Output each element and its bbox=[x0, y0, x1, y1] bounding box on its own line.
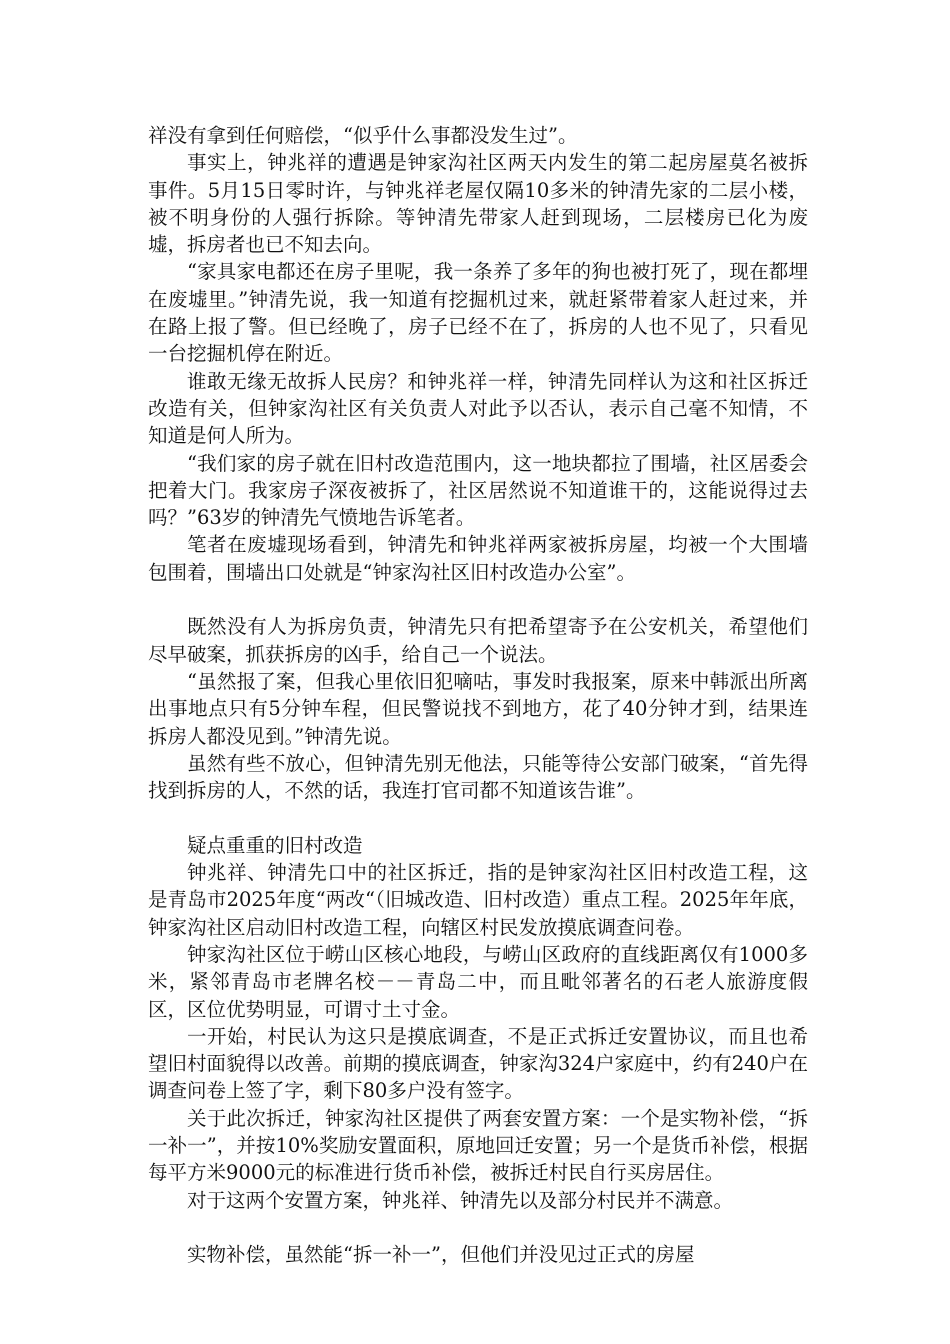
paragraph: 既然没有人为拆房负责，钟清先只有把希望寄予在公安机关，希望他们尽早破案，抓获拆房的凶手，给自己一个说法。 bbox=[148, 615, 808, 666]
document-body bbox=[148, 122, 808, 1268]
paragraph: 祥没有拿到任何赔偿，“似乎什么事都没发生过”。 bbox=[148, 124, 578, 147]
paragraph: 笔者在废墟现场看到，钟清先和钟兆祥两家被拆房屋，均被一个大围墙包围着，围墙出口处就是“钟家沟社区旧村改造办公室”。 bbox=[148, 533, 808, 584]
paragraph: 虽然有些不放心，但钟清先别无他法，只能等待公安部门破案，“首先得找到拆房的人，不然的话，我连打官司都不知道该告谁”。 bbox=[148, 751, 808, 803]
blank-line bbox=[148, 804, 808, 831]
paragraph: 钟家沟社区位于崂山区核心地段，与崂山区政府的直线距离仅有1000多米，紧邻青岛市老牌名校－－青岛二中，而且毗邻著名的石老人旅游度假区，区位优势明显，可谓寸土寸金。 bbox=[148, 942, 808, 1021]
paragraph: 谁敢无缘无故拆人民房？和钟兆祥一样，钟清先同样认为这和社区拆迁改造有关，但钟家沟社区有关负责人对此予以否认，表示自己毫不知情，不知道是何人所为。 bbox=[148, 369, 808, 448]
blank-line bbox=[148, 1214, 808, 1241]
paragraph: 对于这两个安置方案，钟兆祥、钟清先以及部分村民并不满意。 bbox=[187, 1188, 734, 1212]
paragraph: 关于此次拆迁，钟家沟社区提供了两套安置方案：一个是实物补偿，“拆一补一”，并按10%奖励安置面积，原地回迁安置；另一个是货币补偿，根据每平方米9000元的标准进行货币补偿，被拆迁村民自行买房居住。 bbox=[148, 1106, 808, 1185]
blank-line bbox=[148, 586, 808, 613]
paragraph: 钟兆祥、钟清先口中的社区拆迁，指的是钟家沟社区旧村改造工程，这是青岛市2025年度“两改“（旧城改造、旧村改造）重点工程。2025年年底，钟家沟社区启动旧村改造工程，向辖区村民发放摸底调查问卷。 bbox=[148, 861, 808, 939]
paragraph: 事实上，钟兆祥的遭遇是钟家沟社区两天内发生的第二起房屋莫名被拆事件。5月15日零时许，与钟兆祥老屋仅隔10多米的钟清先家的二层小楼，被不明身份的人强行拆除。等钟清先带家人赶到现场，二层楼房已化为废墟，拆房者也已不知去向。 bbox=[148, 151, 808, 257]
paragraph: “家具家电都还在房子里呢，我一条养了多年的狗也被打死了，现在都埋在废墟里。”钟清先说，我一知道有挖掘机过来，就赶紧带着家人赶过来，并在路上报了警。但已经晚了，房子已经不在了，拆房的人也不见了，只看见一台挖掘机停在附近。 bbox=[148, 260, 808, 366]
paragraph: 一开始，村民认为这只是摸底调查，不是正式拆迁安置协议，而且也希望旧村面貌得以改善。前期的摸底调查，钟家沟324户家庭中，约有240户在调查问卷上签了字，剩下80多户没有签字。 bbox=[148, 1024, 808, 1103]
paragraph: 实物补偿，虽然能“拆一补一”，但他们并没见过正式的房屋 bbox=[187, 1243, 695, 1267]
section-heading: 疑点重重的旧村改造 bbox=[187, 833, 363, 857]
paragraph: “我们家的房子就在旧村改造范围内，这一地块都拉了围墙，社区居委会把着大门。我家房子深夜被拆了，社区居然说不知道谁干的，这能说得过去吗？”63岁的钟清先气愤地告诉笔者。 bbox=[148, 451, 808, 530]
paragraph: “虽然报了案，但我心里依旧犯嘀咕，事发时我报案，原来中韩派出所离出事地点只有5分钟车程，但民警说找不到地方，花了40分钟才到，结果连拆房人都没见到。”钟清先说。 bbox=[148, 669, 808, 748]
